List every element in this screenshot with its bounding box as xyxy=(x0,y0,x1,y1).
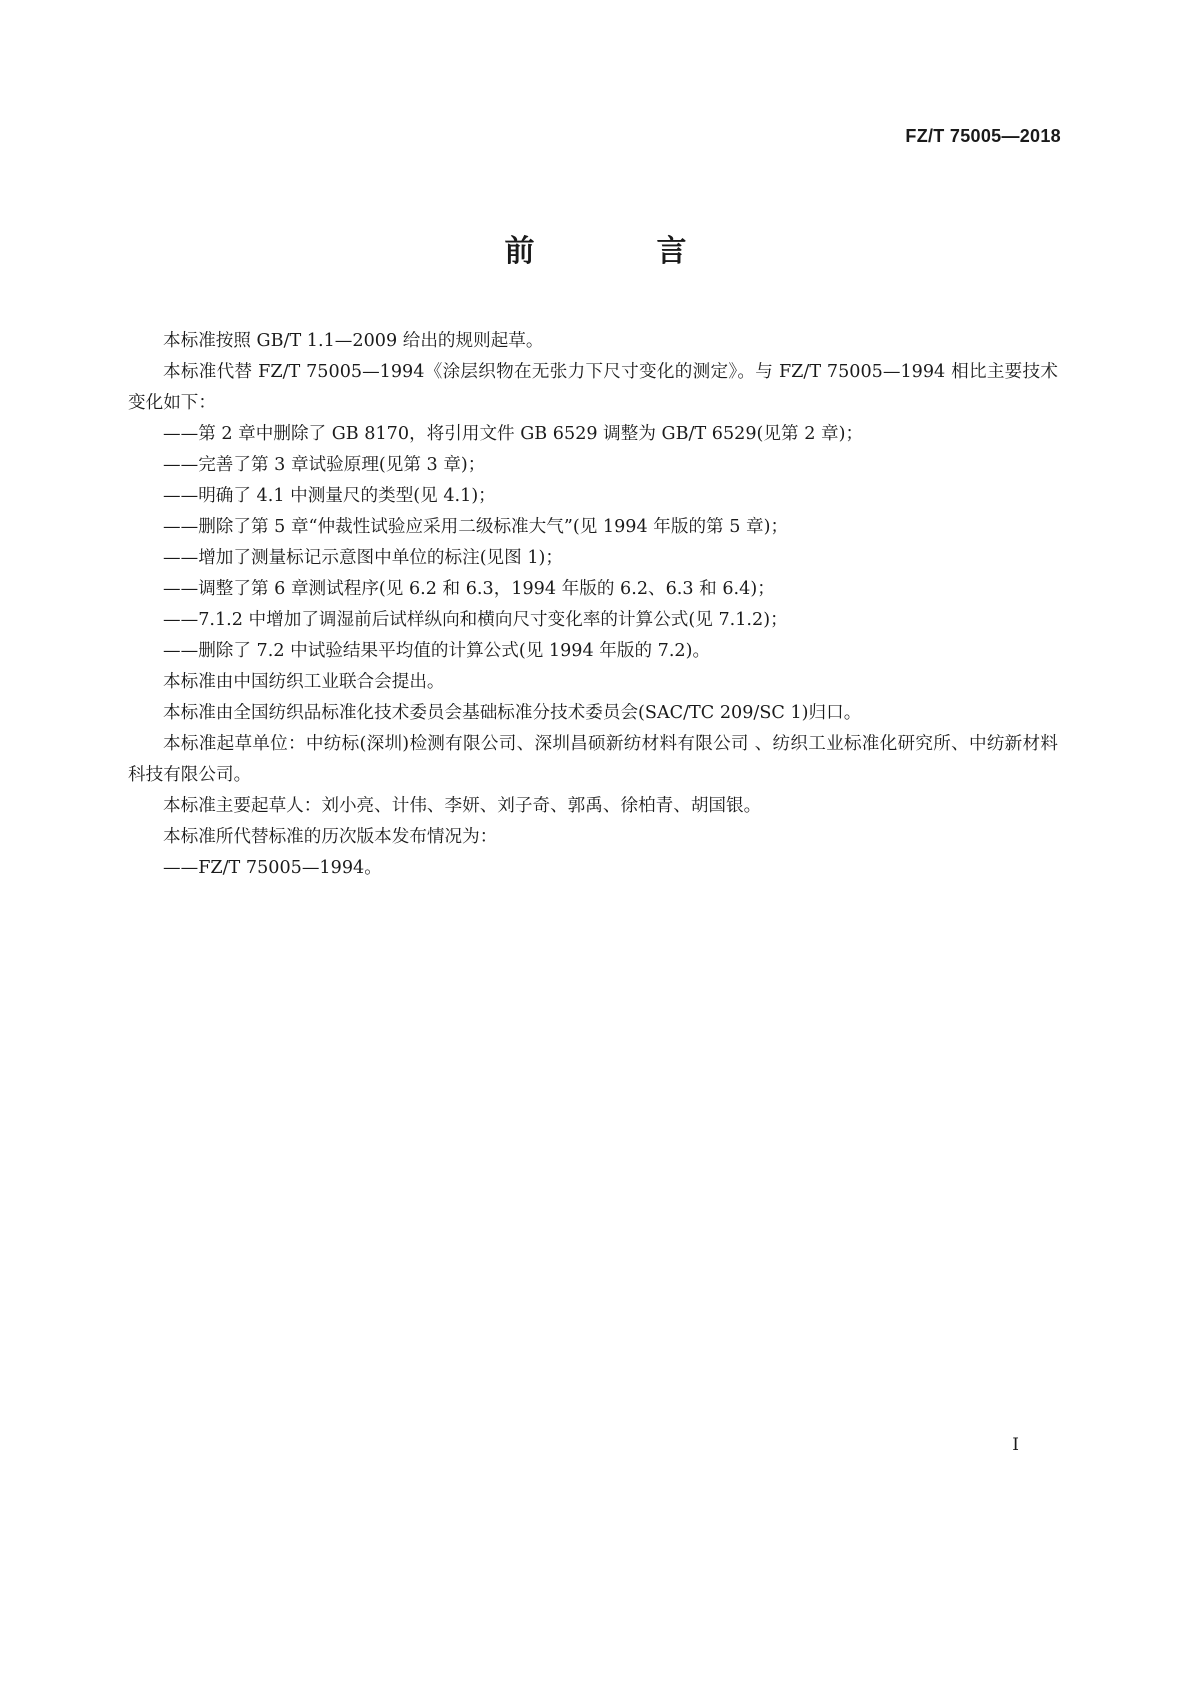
list-item: ——明确了 4.1 中测量尺的类型(见 4.1)； xyxy=(163,486,496,506)
list-item: ——FZ/T 75005—1994。 xyxy=(163,858,382,878)
list-item: ——增加了测量标记示意图中单位的标注(见图 1)； xyxy=(163,548,563,568)
drafting-rules-paragraph: 本标准按照 GB/T 1.1—2009 给出的规则起草。 xyxy=(163,331,544,351)
history-intro-paragraph: 本标准所代替标准的历次版本发布情况为： xyxy=(163,827,498,847)
page-number: I xyxy=(1012,1435,1019,1455)
list-item: ——7.1.2 中增加了调湿前后试样纵向和横向尺寸变化率的计算公式(见 7.1.2)； xyxy=(163,610,788,630)
proposer-paragraph: 本标准由中国纺织工业联合会提出。 xyxy=(163,672,445,692)
list-item: ——删除了 7.2 中试验结果平均值的计算公式(见 1994 年版的 7.2)。 xyxy=(163,641,711,661)
drafters-paragraph: 本标准主要起草人：刘小亮、计伟、李妍、刘子奇、郭禹、徐柏青、胡国银。 xyxy=(163,796,762,816)
foreword-body xyxy=(128,326,1058,884)
list-item: ——第 2 章中删除了 GB 8170，将引用文件 GB 6529 调整为 GB/T 6529(见第 2 章)； xyxy=(163,424,864,444)
standard-number: FZ/T 75005—2018 xyxy=(905,126,1061,146)
page-title: 前 言 xyxy=(504,234,733,269)
committee-paragraph: 本标准由全国纺织品标准化技术委员会基础标准分技术委员会(SAC/TC 209/SC 1)归口。 xyxy=(163,703,862,723)
list-item: ——完善了第 3 章试验原理(见第 3 章)； xyxy=(163,455,486,475)
history-list xyxy=(128,853,1058,884)
technical-changes-list xyxy=(128,419,1058,667)
drafting-units-paragraph: 本标准起草单位：中纺标(深圳)检测有限公司、深圳昌硕新纺材料有限公司 、纺织工业标准化研究所、中纺新材料科技有限公司。 xyxy=(128,734,1058,785)
list-item: ——调整了第 6 章测试程序(见 6.2 和 6.3，1994 年版的 6.2、6.3 和 6.4)； xyxy=(163,579,775,599)
list-item: ——删除了第 5 章“仲裁性试验应采用二级标准大气”(见 1994 年版的第 5 章)； xyxy=(163,517,789,537)
replacement-paragraph: 本标准代替 FZ/T 75005—1994《涂层织物在无张力下尺寸变化的测定》。与 FZ/T 75005—1994 相比主要技术变化如下： xyxy=(128,362,1058,413)
